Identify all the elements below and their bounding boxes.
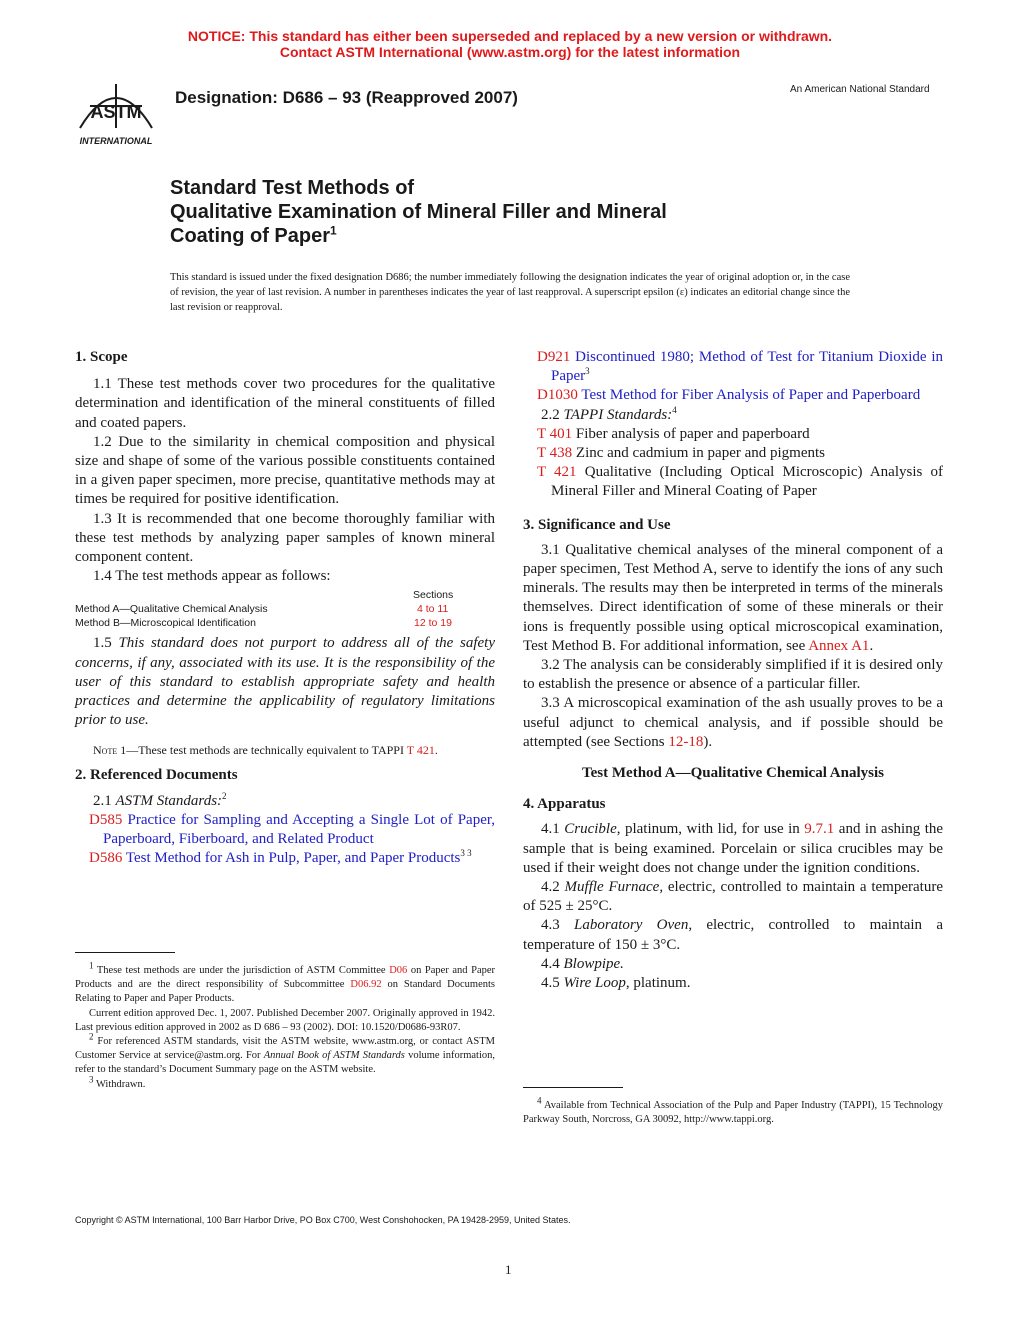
sections-12-18-link[interactable]: 12-18 [668, 733, 704, 750]
section-9-7-1-link[interactable]: 9.7.1 [804, 821, 835, 838]
ref-code-link[interactable]: D586 [89, 850, 123, 867]
para-3-1: 3.1 Qualitative chemical analyses of the mineral component of a paper specimen, Test Method A, serve to identify the ions of any such minerals. The results may then be interpreted in terms of the minerals themselves. Direct identification of some of these minerals or their ions is frequently possible using optical microscopical examination, Test Method B. For additional information, see Annex A1. [523, 541, 943, 654]
tappi-t401 [523, 425, 943, 444]
national-standard: An American National Standard [790, 84, 930, 95]
para-4-4-num: 4.4 [541, 955, 560, 972]
para-4-4-term: Blowpipe. [563, 955, 624, 972]
table-row-method: Method A—Qualitative Chemical Analysis [75, 603, 268, 616]
para-3-1-text: 3.1 Qualitative chemical analyses of the mineral component of a paper specimen, Test Method A, serve to identify the ions of any such minerals. The results may then be interpreted in terms of the minerals themselves. Direct identification of some of these minerals or their ions is frequently possible using optical microscopical examination, Test Method B. For additional information, see [523, 541, 943, 654]
section-2-heading: 2. Referenced Documents [75, 767, 238, 784]
para-4-1 [523, 820, 943, 878]
ref-code-link[interactable]: D585 [89, 811, 123, 828]
right-column [523, 348, 943, 993]
para-2-1-text: ASTM Standards: [115, 792, 223, 809]
para-2-2-sup: 4 [672, 404, 677, 415]
tappi-t438 [523, 444, 943, 463]
footnote-1-edition: Current edition approved Dec. 1, 2007. Published December 2007. Originally approved in 1942. Last previous edition approved in 2002 as D 686 – 93 (2002). DOI: 10.1520/D0686-93R07. [75, 1007, 495, 1033]
section-4-heading: 4. Apparatus [523, 796, 606, 813]
para-1-2: 1.2 Due to the similarity in chemical composition and physical size and shape of some of the various possible constituents contained in a given paper specimen, more precise, quantitative methods may at times be required for positive identification. [75, 433, 495, 508]
para-3-2: 3.2 The analysis can be considerably simplified if it is desired only to establish the presence or absence of a particular filler. [523, 657, 943, 693]
para-1-5-text: This standard does not purport to address all of the safety concerns, if any, associated with its use. It is the responsibility of the user of this standard to establish appropriate safety and health practices and determine the applicability of regulatory limitations prior to use. [75, 635, 496, 729]
left-footnotes [75, 960, 496, 1092]
ref-title-link[interactable]: Test Method for Fiber Analysis of Paper and Paperboard [581, 387, 921, 404]
sections-table [75, 586, 495, 630]
notice-line-1: NOTICE: This standard has either been superseded and replaced by a new version or withdrawn. [187, 28, 833, 44]
fn2-italic: Annual Book of ASTM Standards [263, 1050, 405, 1062]
fn1-a: These test methods are under the jurisdiction of ASTM Committee [96, 965, 386, 976]
para-4-1-c: and in ashing the sample that is being examined. Porcelain or silica crucibles may be used if their weight does not change under the ignition conditions. [523, 821, 944, 876]
astm-logo [70, 78, 162, 148]
ref-sup: 3 [585, 366, 590, 377]
para-1-5 [75, 634, 495, 730]
para-2-2-text: TAPPI Standards: [563, 406, 673, 423]
tappi-title: Qualitative (Including Optical Microscopic) Analysis of Mineral Filler and Mineral Coating of Paper [551, 464, 943, 500]
para-4-2-term: Muffle Furnace [564, 879, 660, 896]
para-1-4: 1.4 The test methods appear as follows: [93, 568, 331, 585]
para-4-5-num: 4.5 [541, 975, 560, 992]
para-4-5 [523, 974, 943, 993]
section-1-heading: 1. Scope [75, 349, 128, 365]
logo-letters: ASTM [90, 102, 142, 122]
method-a-heading: Test Method A—Qualitative Chemical Analysis [582, 765, 884, 782]
footnote-1: $^1$ These test methods are under the jurisdiction of ASTM Committee D06 on Paper and Paper Products and are the direct responsibility of Subcommittee D06.92 on Standard Documents Relating to Paper and Paper Products. [75, 960, 496, 1005]
tappi-title: Fiber analysis of paper and paperboard [575, 425, 810, 442]
para-1-1: 1.1 These test methods cover two procedures for the qualitative determination and identification of the mineral constituents of filled and coated papers. [75, 376, 495, 431]
para-2-2-num: 2.2 [541, 406, 560, 423]
tappi-title: Zinc and cadmium in paper and pigments [575, 445, 826, 462]
fn1-b: on Paper and Paper Products and are the direct responsibility of Subcommittee [75, 965, 496, 991]
para-4-2 [523, 878, 943, 916]
fn1-link-d06[interactable]: D06 [389, 965, 408, 976]
ref-d921 [523, 348, 943, 386]
tappi-t421 [523, 463, 943, 501]
table-row-sections-link[interactable]: 4 to 11 [417, 603, 449, 616]
left-column [75, 348, 495, 868]
fn2-a: For referenced ASTM standards, visit the ASTM website, www.astm.org, or contact ASTM Customer Service at service@astm.org. For [75, 1036, 495, 1062]
ref-d1030 [523, 386, 943, 405]
title-line-1: Standard Test Methods of [170, 177, 415, 199]
fn1-c: on Standard Documents Relating to Paper and Paper Products. [75, 979, 495, 1005]
title-line-3: Coating of Paper [170, 225, 331, 247]
fn3-text: Withdrawn. [95, 1078, 146, 1090]
ref-code-link[interactable]: D921 [537, 349, 571, 365]
para-2-1-sup: 2 [222, 790, 227, 801]
footnote-rule-left [75, 952, 175, 953]
page-number: 1 [505, 1262, 512, 1277]
tappi-code-link[interactable]: T 438 [537, 445, 573, 462]
para-4-3-b: , electric, controlled to maintain a temperature of 150 ± 3°C. [523, 917, 943, 953]
para-4-5-term: Wire Loop [563, 975, 626, 992]
footnote-4: $^4$ Available from Technical Association of the Pulp and Paper Industry (TAPPI), 15 Technology Parkway South, Norcross, GA 30092, http://www.tappi.org. [523, 1095, 943, 1126]
note-1: Note 1—These test methods are technically equivalent to TAPPI T 421. [93, 743, 438, 758]
footnote-2: $^2$ For referenced ASTM standards, visit the ASTM website, www.astm.org, or contact ASTM Customer Service at service@astm.org. For Annual Book of ASTM Standards volume information, refer to the standard’s Document Summary page on the ASTM website. [75, 1031, 495, 1076]
table-row-method: Method B—Microscopical Identification [75, 617, 256, 630]
para-2-2 [523, 406, 943, 425]
fn4-text: Available from Technical Association of the Pulp and Paper Industry (TAPPI), 15 Technology Parkway South, Norcross, GA 30092, http://www.tappi.org. [523, 1100, 943, 1126]
para-4-1-num: 4.1 [541, 821, 560, 838]
para-1-5-num: 1.5 [93, 635, 112, 652]
fn2-b: volume information, refer to the standard’s Document Summary page on the ASTM website. [75, 1050, 495, 1076]
para-1-3: 1.3 It is recommended that one become thoroughly familiar with these test methods by analyzing paper samples of known mineral component content. [75, 510, 495, 566]
designation: Designation: D686 – 93 (Reapproved 2007) [175, 88, 518, 107]
ref-title-link[interactable]: Discontinued 1980; Method of Test for Titanium Dioxide in Paper [551, 349, 943, 385]
para-4-3 [523, 916, 943, 954]
para-2-1-num: 2.1 [93, 792, 112, 809]
title-footnote-mark: 1 [330, 223, 337, 238]
copyright: Copyright © ASTM International, 100 Barr Harbor Drive, PO Box C700, West Conshohocken, PA 19428-2959, United States. [75, 1215, 571, 1225]
note-1-label: Note 1 [93, 743, 127, 758]
ref-code-link[interactable]: D1030 [537, 387, 578, 404]
footnote-3: $^3$ Withdrawn. [89, 1074, 146, 1090]
para-3-3 [523, 694, 943, 752]
para-4-1-b: , platinum, with lid, for use in [616, 821, 800, 838]
ref-sup: 3 3 [460, 848, 472, 859]
para-4-2-b: , electric, controlled to maintain a temperature of 525 ± 25°C. [523, 879, 943, 915]
preamble: This standard is issued under the fixed designation D686; the number immediately following the designation indicates the year of original adoption or, in the case of revision, the year of last revision. A number in parentheses indicates the year of last reapproval. A superscript epsilon (ε) indicates an editorial change since the last revision or reapproval. [170, 272, 850, 313]
tappi-code-link[interactable]: T 401 [537, 425, 573, 442]
table-header: Sections [413, 589, 454, 602]
ref-d585 [75, 811, 495, 849]
para-3-3-text: 3.3 A microscopical examination of the ash usually proves to be a useful adjunct to chemical analysis, and if possible should be attempted (see Sections [523, 695, 943, 750]
footnote-rule-right [523, 1087, 623, 1088]
title-line-2: Qualitative Examination of Mineral Filler and Mineral [170, 201, 667, 223]
para-4-1-term: Crucible [564, 821, 617, 838]
tappi-code-link[interactable]: T 421 [537, 464, 577, 481]
fn1-link-d0692[interactable]: D06.92 [350, 979, 382, 991]
section-3-heading: 3. Significance and Use [523, 516, 671, 533]
ref-title-link[interactable]: Practice for Sampling and Accepting a Single Lot of Paper, Paperboard, Fiberboard, and Related Product [103, 811, 496, 848]
document-title [170, 176, 870, 248]
para-3-3-end: ). [703, 733, 713, 750]
para-4-3-num: 4.3 [541, 917, 560, 934]
annex-a1-link[interactable]: Annex A1 [808, 637, 870, 654]
logo-text: INTERNATIONAL [79, 136, 153, 146]
ref-title-link[interactable]: Test Method for Ash in Pulp, Paper, and Paper Products [125, 850, 461, 867]
note-1-text: —These test methods are technically equivalent to TAPPI [126, 743, 404, 758]
para-4-5-b: , platinum. [625, 975, 691, 992]
ref-d586 [75, 849, 495, 868]
para-4-2-num: 4.2 [541, 879, 560, 896]
notice-line-2: Contact ASTM International (www.astm.org) for the latest information [279, 44, 741, 60]
para-4-4 [523, 955, 943, 974]
para-4-3-term: Laboratory Oven [574, 917, 689, 934]
para-2-1 [75, 792, 495, 811]
note-1-link[interactable]: T 421 [406, 743, 435, 758]
table-row-sections-link[interactable]: 12 to 19 [414, 617, 452, 630]
